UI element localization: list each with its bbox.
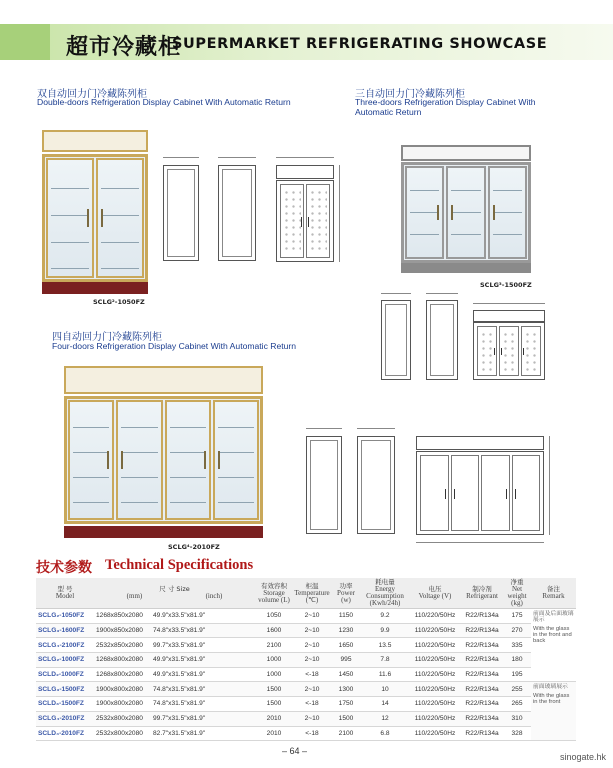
cell-mm: 1900x800x2080	[94, 697, 151, 712]
cell-weight: 175	[503, 609, 531, 624]
table-row	[36, 638, 576, 653]
cell-model: SCLD₃-1500FZ	[36, 697, 94, 712]
cell-mm: 1268x800x2080	[94, 667, 151, 682]
cell-temp: <-18	[293, 697, 331, 712]
cell-inch: 49.9"x31.5"x81.9"	[151, 653, 255, 668]
cell-mm: 2532x800x2080	[94, 726, 151, 741]
table-row	[36, 623, 576, 638]
cell-voltage: 110/220/50Hz	[409, 711, 461, 726]
product-3-front-drawing	[416, 451, 544, 535]
cell-volume: 1600	[255, 623, 293, 638]
cell-model: SCLG₄-2010FZ	[36, 711, 94, 726]
table-row	[36, 667, 576, 682]
cell-model: SCLG₂-1000FZ	[36, 653, 94, 668]
cell-volume: 2010	[255, 726, 293, 741]
cell-model: SCLG₃-1500FZ	[36, 682, 94, 697]
spec-header-row	[36, 578, 576, 609]
cell-refrigerant: R22/R134a	[461, 711, 503, 726]
cell-volume: 2100	[255, 638, 293, 653]
product-2-title-cn: 三自动回力门冷藏陈列柜	[355, 89, 465, 100]
product-2-side-drawing-2	[426, 300, 458, 380]
product-3-front-canopy	[416, 436, 544, 450]
cell-power: 1650	[331, 638, 361, 653]
cell-mm: 1268x800x2080	[94, 653, 151, 668]
cell-voltage: 110/220/50Hz	[409, 653, 461, 668]
cell-refrigerant: R22/R134a	[461, 609, 503, 624]
table-row	[36, 711, 576, 726]
product-2-photo	[401, 145, 531, 273]
page-title-cn: 超市冷藏柜	[66, 35, 182, 60]
cell-inch: 49.9"x31.5"x81.9"	[151, 667, 255, 682]
product-1-side-drawing-2	[218, 165, 256, 261]
col-temperature: 柜温 Temperature (℃)	[293, 578, 331, 609]
cell-temp: 2~10	[293, 682, 331, 697]
cell-mm: 1900x800x2080	[94, 682, 151, 697]
cell-refrigerant: R22/R134a	[461, 667, 503, 682]
product-3-model: SCLG⁴-2010FZ	[168, 543, 220, 551]
cell-energy: 11.6	[361, 667, 409, 682]
product-3-title-cn: 四自动回力门冷藏陈列柜	[52, 332, 162, 343]
col-volume: 有效容积 Storage volume (L)	[255, 578, 293, 609]
col-size: 尺 寸 Size (mm) (inch)	[94, 578, 255, 609]
product-1-side-drawing	[163, 165, 199, 261]
cell-model: SCLG₂-1050FZ	[36, 609, 94, 624]
spec-title-cn: 技术参数	[36, 560, 92, 576]
product-1-title-cn: 双自动回力门冷藏陈列柜	[37, 89, 147, 100]
cell-voltage: 110/220/50Hz	[409, 609, 461, 624]
watermark: sinogate.hk	[560, 752, 607, 762]
cell-energy: 13.5	[361, 638, 409, 653]
cell-mm: 2532x850x2080	[94, 638, 151, 653]
cell-power: 2100	[331, 726, 361, 741]
cell-energy: 12	[361, 711, 409, 726]
cell-inch: 74.8"x31.5"x81.9"	[151, 697, 255, 712]
spec-title-en: Technical Specifications	[105, 557, 254, 573]
cell-power: 995	[331, 653, 361, 668]
cell-mm: 2532x800x2080	[94, 711, 151, 726]
remark-cn: 前面玻璃展示	[533, 684, 568, 691]
cell-mm: 1900x850x2080	[94, 623, 151, 638]
cell-volume: 1000	[255, 653, 293, 668]
page-title-en: SUPERMARKET REFRIGERATING SHOWCASE	[172, 36, 548, 52]
cell-refrigerant: R22/R134a	[461, 682, 503, 697]
product-2-front-canopy	[473, 310, 545, 322]
product-3-side-drawing	[306, 436, 342, 534]
cell-power: 1750	[331, 697, 361, 712]
cell-refrigerant: R22/R134a	[461, 726, 503, 741]
product-1-photo	[42, 130, 148, 294]
cell-weight: 335	[503, 638, 531, 653]
product-2-title-en-line2: Automatic Return	[355, 107, 422, 117]
cell-power: 1300	[331, 682, 361, 697]
product-1-front-canopy	[276, 165, 334, 179]
cell-mm: 1268x850x2080	[94, 609, 151, 624]
cell-inch: 99.7"x31.5"x81.9"	[151, 711, 255, 726]
product-3-photo	[64, 366, 263, 538]
remark-en: With the glass in the front and back	[533, 626, 572, 644]
cell-weight: 310	[503, 711, 531, 726]
cell-weight: 180	[503, 653, 531, 668]
cell-voltage: 110/220/50Hz	[409, 667, 461, 682]
table-row	[36, 697, 576, 712]
product-2-side-drawing	[381, 300, 411, 380]
cell-model: SCLG₃-1600FZ	[36, 623, 94, 638]
table-row	[36, 609, 576, 624]
page-number: – 64 –	[282, 746, 308, 756]
cell-voltage: 110/220/50Hz	[409, 682, 461, 697]
cell-temp: 2~10	[293, 623, 331, 638]
cell-volume: 2010	[255, 711, 293, 726]
cell-weight: 270	[503, 623, 531, 638]
col-voltage: 电压 Voltage (V)	[409, 578, 461, 609]
cell-refrigerant: R22/R134a	[461, 638, 503, 653]
cell-temp: 2~10	[293, 711, 331, 726]
cell-power: 1150	[331, 609, 361, 624]
product-2-model: SCLG³-1500FZ	[480, 281, 532, 289]
cell-energy: 10	[361, 682, 409, 697]
cell-inch: 99.7"x33.5"x81.9"	[151, 638, 255, 653]
cell-inch: 74.8"x31.5"x81.9"	[151, 682, 255, 697]
cell-inch: 49.9"x33.5"x81.9"	[151, 609, 255, 624]
cell-voltage: 110/220/50Hz	[409, 623, 461, 638]
product-3-side-drawing-2	[357, 436, 395, 534]
col-weight: 净重 Net weight (kg)	[503, 578, 531, 609]
cell-energy: 7.8	[361, 653, 409, 668]
cell-model: SCLG₄-2100FZ	[36, 638, 94, 653]
cell-remark	[531, 609, 576, 682]
cell-volume: 1050	[255, 609, 293, 624]
cell-refrigerant: R22/R134a	[461, 623, 503, 638]
cell-volume: 1000	[255, 667, 293, 682]
cell-energy: 9.9	[361, 623, 409, 638]
cell-refrigerant: R22/R134a	[461, 697, 503, 712]
product-1-title-en: Double-doors Refrigeration Display Cabinet With Automatic Return	[37, 97, 291, 107]
cell-weight: 255	[503, 682, 531, 697]
cell-voltage: 110/220/50Hz	[409, 726, 461, 741]
cell-volume: 1500	[255, 697, 293, 712]
remark-en: With the glass in the front	[533, 693, 570, 706]
cell-model: SCLD₂-1000FZ	[36, 667, 94, 682]
product-3-title-en: Four-doors Refrigeration Display Cabinet With Automatic Return	[52, 341, 297, 351]
cell-voltage: 110/220/50Hz	[409, 638, 461, 653]
cell-temp: 2~10	[293, 653, 331, 668]
cell-weight: 328	[503, 726, 531, 741]
cell-energy: 9.2	[361, 609, 409, 624]
product-1-front-drawing	[276, 180, 334, 262]
cell-temp: <-18	[293, 726, 331, 741]
cell-inch: 74.8"x33.5"x81.9"	[151, 623, 255, 638]
cell-voltage: 110/220/50Hz	[409, 697, 461, 712]
col-refrigerant: 制冷剂 Refrigerant	[461, 578, 503, 609]
table-row	[36, 653, 576, 668]
cell-inch: 82.7"x31.5"x81.9"	[151, 726, 255, 741]
spec-table	[36, 578, 576, 741]
col-model: 型 号 Model	[36, 578, 94, 609]
col-energy: 耗电量 Energy Consumption (Kwh/24h)	[361, 578, 409, 609]
cell-temp: <-18	[293, 667, 331, 682]
table-row	[36, 682, 576, 697]
header-accent	[0, 24, 50, 60]
cell-temp: 2~10	[293, 609, 331, 624]
cell-power: 1230	[331, 623, 361, 638]
table-row	[36, 726, 576, 741]
cell-power: 1500	[331, 711, 361, 726]
col-remark: 备注 Remark	[531, 578, 576, 609]
product-1-model: SCLG²-1050FZ	[93, 298, 145, 306]
cell-temp: 2~10	[293, 638, 331, 653]
cell-weight: 195	[503, 667, 531, 682]
cell-model: SCLD₄-2010FZ	[36, 726, 94, 741]
product-2-front-drawing	[473, 322, 545, 380]
cell-refrigerant: R22/R134a	[461, 653, 503, 668]
col-power: 功率 Power (w)	[331, 578, 361, 609]
cell-weight: 265	[503, 697, 531, 712]
cell-remark	[531, 682, 576, 741]
remark-cn: 前面及后面玻璃展示	[533, 611, 574, 623]
cell-power: 1450	[331, 667, 361, 682]
cell-volume: 1500	[255, 682, 293, 697]
cell-energy: 6.8	[361, 726, 409, 741]
product-2-title-en-line1: Three-doors Refrigeration Display Cabinet With	[355, 97, 536, 107]
cell-energy: 14	[361, 697, 409, 712]
